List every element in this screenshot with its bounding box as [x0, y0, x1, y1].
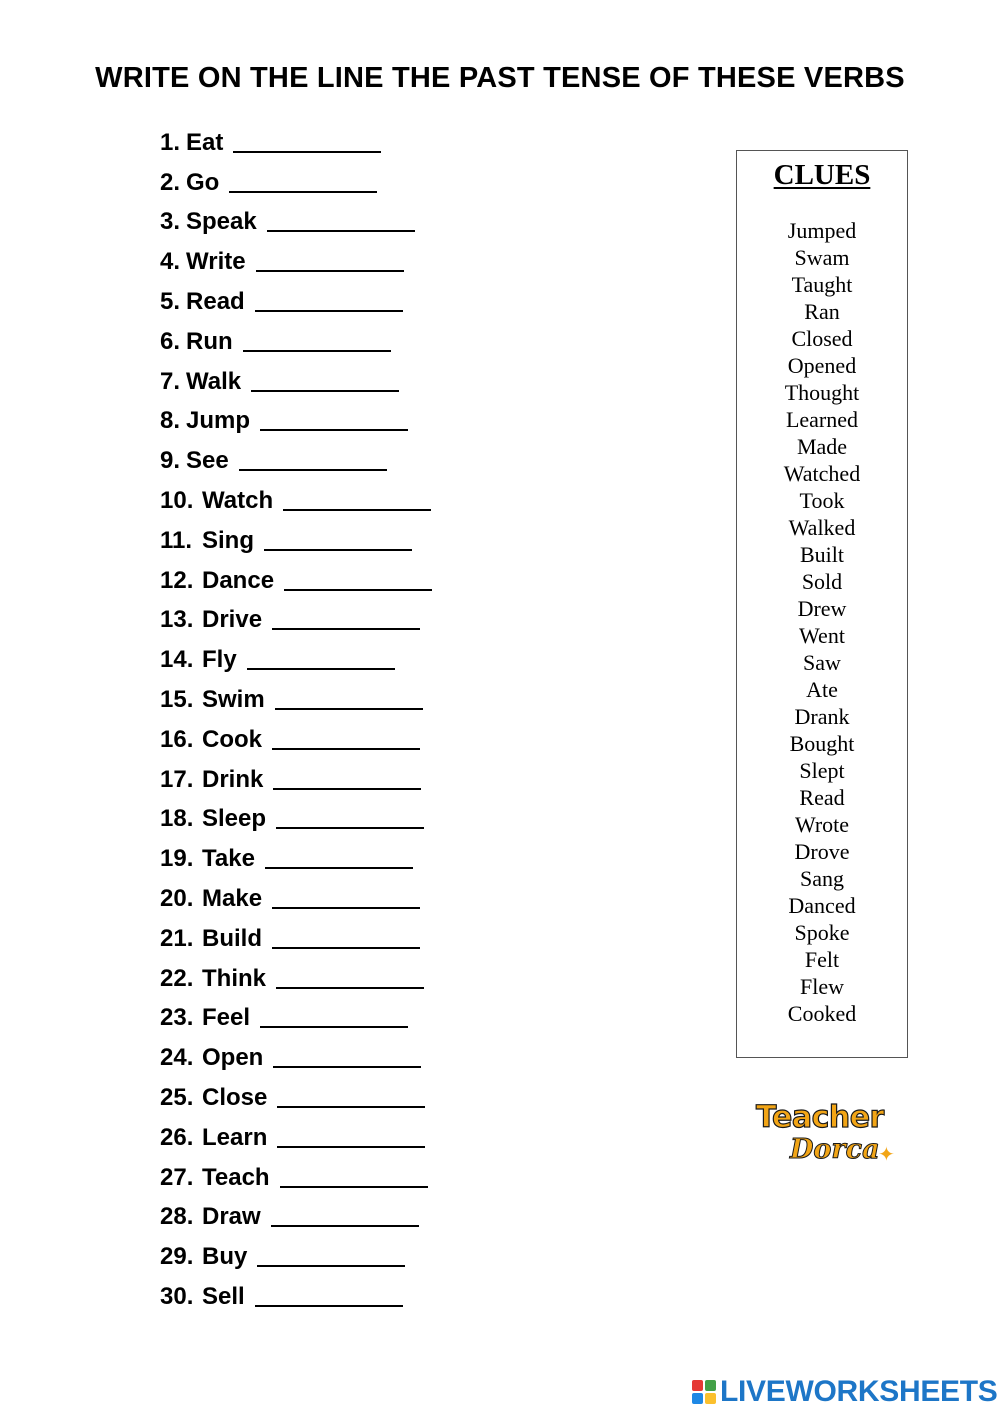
clue-item: Ran: [804, 299, 840, 324]
verb-number: 11.: [160, 526, 193, 554]
answer-blank[interactable]: [277, 1146, 425, 1148]
verb-item: [160, 959, 432, 999]
clues-list: [737, 217, 907, 1027]
verb-item: [160, 1198, 432, 1238]
answer-blank[interactable]: [265, 867, 413, 869]
verb-item: [160, 1277, 432, 1317]
answer-blank[interactable]: [257, 1265, 405, 1267]
clues-title: CLUES: [773, 159, 871, 191]
verb-word: Make: [202, 885, 263, 913]
answer-blank[interactable]: [267, 230, 415, 232]
verb-item: [160, 561, 432, 601]
answer-blank[interactable]: [284, 589, 432, 591]
clue-item: Closed: [791, 326, 853, 351]
liveworksheets-text: LIVEWORKSHEETS: [720, 1375, 998, 1408]
verb-item: [160, 282, 432, 322]
verb-item: [160, 362, 432, 402]
verb-number: 13.: [160, 606, 194, 634]
verb-number: 8.: [160, 407, 181, 435]
logo-line2: Dorca: [790, 1134, 880, 1165]
verb-number: 17.: [160, 765, 194, 793]
verb-item: [160, 800, 432, 840]
clue-item: Opened: [787, 353, 857, 378]
verb-item: [160, 242, 432, 282]
verb-number: 9.: [160, 447, 181, 475]
liveworksheets-brand[interactable]: [692, 1372, 998, 1412]
verb-item: [160, 879, 432, 919]
answer-blank[interactable]: [276, 827, 424, 829]
verb-word: Run: [186, 327, 233, 355]
answer-blank[interactable]: [273, 1066, 421, 1068]
answer-blank[interactable]: [229, 191, 377, 193]
verb-number: 20.: [160, 885, 194, 913]
verb-word: Drive: [202, 606, 263, 634]
answer-blank[interactable]: [272, 907, 420, 909]
verb-number: 16.: [160, 725, 194, 753]
clue-item: Slept: [799, 758, 845, 783]
verb-word: Write: [186, 248, 246, 276]
verb-word: Go: [186, 168, 220, 196]
verb-item: [160, 441, 432, 481]
clue-item: Drew: [797, 596, 847, 621]
verb-number: 14.: [160, 646, 194, 674]
answer-blank[interactable]: [260, 429, 408, 431]
verb-item: [160, 123, 432, 163]
verb-word: Jump: [186, 407, 251, 435]
clue-item: Walked: [788, 515, 856, 540]
verb-number: 5.: [160, 288, 181, 316]
verb-number: 10.: [160, 487, 194, 515]
clue-item: Flew: [800, 974, 844, 999]
worksheet-title: WRITE ON THE LINE THE PAST TENSE OF THESE VERBS: [95, 62, 905, 94]
verb-word: Take: [202, 845, 255, 873]
verb-item: [160, 163, 432, 203]
verb-word: Read: [186, 288, 245, 316]
verb-number: 4.: [160, 248, 181, 276]
verb-number: 22.: [160, 964, 194, 992]
verb-number: 12.: [160, 566, 194, 594]
verb-word: Feel: [202, 1004, 251, 1032]
answer-blank[interactable]: [233, 151, 381, 153]
answer-blank[interactable]: [239, 469, 387, 471]
verb-item: [160, 1078, 432, 1118]
verb-word: Buy: [202, 1243, 248, 1271]
verb-word: Open: [202, 1044, 264, 1072]
verb-number: 25.: [160, 1084, 194, 1112]
clue-item: Jumped: [787, 218, 857, 243]
verb-number: 3.: [160, 208, 181, 236]
verb-number: 6.: [160, 327, 181, 355]
answer-blank[interactable]: [260, 1026, 408, 1028]
clue-item: Went: [799, 623, 845, 648]
verb-word: Sell: [202, 1283, 245, 1310]
verb-number: 24.: [160, 1044, 194, 1072]
clue-item: Drank: [794, 704, 850, 729]
answer-blank[interactable]: [272, 628, 420, 630]
answer-blank[interactable]: [255, 1305, 403, 1307]
answer-blank[interactable]: [272, 748, 420, 750]
sparkle-icon: ✦: [878, 1144, 895, 1166]
liveworksheets-icon: [692, 1380, 716, 1404]
verb-item: [160, 481, 432, 521]
verb-number: 7.: [160, 367, 181, 395]
verb-word: Close: [202, 1084, 268, 1112]
clue-item: Thought: [784, 380, 860, 405]
verb-word: Draw: [202, 1203, 261, 1231]
logo-line1: Teacher: [756, 1100, 884, 1135]
verb-number: 19.: [160, 845, 194, 873]
clue-item: Watched: [783, 461, 861, 486]
verb-word: Fly: [202, 646, 237, 674]
verb-word: Think: [202, 964, 266, 992]
verb-word: Learn: [202, 1123, 268, 1151]
verb-item: [160, 680, 432, 720]
clue-item: Sold: [801, 569, 843, 594]
verb-word: See: [186, 447, 229, 475]
verb-word: Drink: [202, 765, 264, 793]
verb-item: [160, 402, 432, 442]
verb-number: 29.: [160, 1243, 194, 1271]
verb-item: [160, 322, 432, 362]
clue-item: Swam: [794, 245, 850, 270]
verb-number: 27.: [160, 1163, 194, 1191]
verb-word: Eat: [186, 128, 224, 156]
verb-item: [160, 919, 432, 959]
verb-item: [160, 720, 432, 760]
answer-blank[interactable]: [243, 350, 391, 352]
verb-number: 15.: [160, 686, 194, 714]
clue-item: Cooked: [787, 1001, 857, 1026]
verb-word: Cook: [202, 725, 262, 753]
verb-item: [160, 1158, 432, 1198]
verb-number: 18.: [160, 805, 194, 833]
verb-number: 1.: [160, 128, 181, 156]
verb-item: [160, 601, 432, 641]
verb-word: Build: [202, 924, 262, 952]
verb-item: [160, 999, 432, 1039]
clue-item: Built: [799, 542, 844, 567]
clue-item: Taught: [791, 272, 853, 297]
clue-item: Felt: [804, 947, 840, 972]
verb-word: Sing: [202, 526, 254, 554]
verb-item: [160, 203, 432, 243]
verb-word: Teach: [202, 1163, 270, 1191]
verb-item: [160, 760, 432, 800]
answer-blank[interactable]: [272, 947, 420, 949]
answer-blank[interactable]: [277, 1106, 425, 1108]
verb-word: Dance: [202, 566, 275, 594]
answer-blank[interactable]: [247, 668, 395, 670]
verb-number: 2.: [160, 168, 181, 196]
clues-box: [736, 150, 908, 1058]
clue-item: Spoke: [794, 920, 850, 945]
clue-item: Wrote: [794, 812, 850, 837]
icon-square-2: [705, 1380, 716, 1391]
answer-blank[interactable]: [276, 987, 424, 989]
verb-word: Sleep: [202, 805, 267, 833]
verb-number: 28.: [160, 1203, 194, 1231]
clue-item: Drove: [794, 839, 850, 864]
teacher-dorca-logo: [752, 1100, 902, 1180]
answer-blank[interactable]: [256, 270, 404, 272]
answer-blank[interactable]: [283, 509, 431, 511]
clue-item: Ate: [806, 677, 838, 702]
verb-number: 30.: [160, 1283, 194, 1310]
icon-square-1: [692, 1380, 703, 1391]
verb-word: Speak: [186, 208, 257, 236]
verb-item: [160, 1118, 432, 1158]
answer-blank[interactable]: [264, 549, 412, 551]
answer-blank[interactable]: [273, 788, 421, 790]
clue-item: Learned: [785, 407, 859, 432]
verb-number: 23.: [160, 1004, 194, 1032]
clue-item: Sang: [800, 866, 844, 891]
clue-item: Read: [799, 785, 845, 810]
answer-blank[interactable]: [271, 1225, 419, 1227]
clue-item: Made: [796, 434, 848, 459]
verb-number: 26.: [160, 1123, 194, 1151]
verb-item: [160, 1038, 432, 1078]
clue-item: Saw: [803, 650, 841, 675]
verb-word: Swim: [202, 686, 265, 714]
clue-item: Danced: [788, 893, 856, 918]
answer-blank[interactable]: [275, 708, 423, 710]
verb-word: Watch: [202, 487, 274, 515]
verb-list: [160, 123, 432, 1317]
verb-number: 21.: [160, 924, 194, 952]
clue-item: Took: [799, 488, 845, 513]
verb-item: [160, 521, 432, 561]
clue-item: Bought: [789, 731, 855, 756]
icon-square-3: [692, 1393, 703, 1404]
icon-square-4: [705, 1393, 716, 1404]
verb-word: Walk: [186, 367, 242, 395]
verb-item: [160, 1237, 432, 1277]
verb-item: [160, 839, 432, 879]
verb-item: [160, 640, 432, 680]
answer-blank[interactable]: [280, 1186, 428, 1188]
answer-blank[interactable]: [251, 390, 399, 392]
answer-blank[interactable]: [255, 310, 403, 312]
